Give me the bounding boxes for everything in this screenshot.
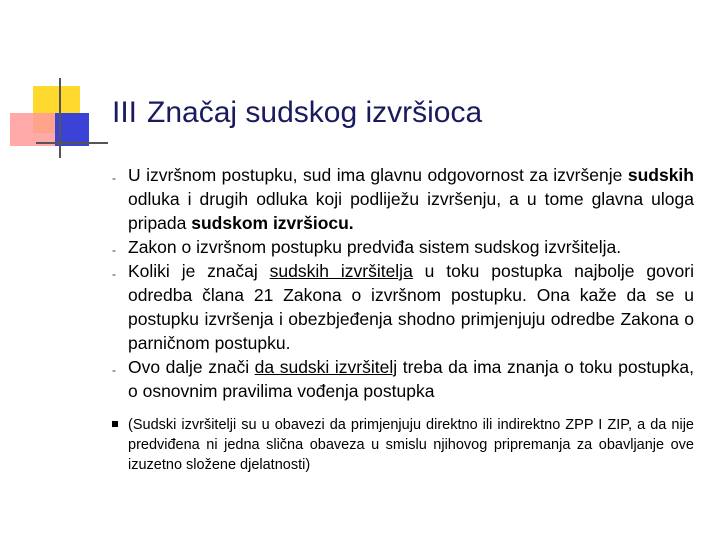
bullet-text <box>128 259 694 355</box>
bullet-text-part: U izvršnom postupku, sud ima glavnu odgovornost za izvršenje <box>128 165 628 185</box>
bullet-text <box>128 355 694 403</box>
bullet-text-part: Koliki je značaj <box>128 261 270 281</box>
slide-title-number: III <box>112 96 138 129</box>
bullet-item <box>112 259 694 355</box>
bullet-list <box>112 163 694 475</box>
bullet-text-part: Zakon o izvršnom postupku predviđa sistem sudskog izvršitelja. <box>128 237 622 257</box>
bullet-text-part: Ovo dalje znači <box>128 357 255 377</box>
bullet-item <box>112 163 694 235</box>
decor-vertical-line <box>59 78 61 158</box>
bullet-dash-marker: - <box>112 171 116 185</box>
slide-title-text: Značaj sudskog izvršioca <box>147 96 483 129</box>
bullet-text-part: sudskih <box>627 165 694 185</box>
bullet-text-part: sudskom izvršiocu. <box>191 213 354 233</box>
decor-horizontal-line <box>36 142 108 144</box>
bullet-text-part: treba da ima znanja o toku postupka, o osnovnim pravilima vođenja postupka <box>128 357 694 401</box>
bullet-text-part: da sudski izvršitelj <box>254 357 398 377</box>
bullet-dash-marker: - <box>112 363 116 377</box>
bullet-text <box>128 163 694 235</box>
slide-title <box>112 96 482 130</box>
bullet-text-part: odluka i drugih odluka koji podliježu izvršenju, a u tome glavna uloga pripada <box>128 189 694 233</box>
bullet-dash-marker: - <box>112 243 116 257</box>
bullet-text-part: u toku postupka najbolje govori odredba člana 21 Zakona o izvršnom postupku. Ona kaže da se u postupku izvršenja i obezbjeđenja shodno primjenjuju odredbe Zakona o parničnom postupku. <box>128 261 694 353</box>
bullet-item <box>112 415 694 475</box>
bullet-text <box>128 415 694 475</box>
bullet-text-part: sudskih izvršitelja <box>269 261 413 281</box>
bullet-square-marker <box>112 421 118 427</box>
bullet-dash-marker: - <box>112 267 116 281</box>
bullet-text <box>128 235 694 259</box>
bullet-item <box>112 235 694 259</box>
bullet-item <box>112 355 694 403</box>
bullet-text-part: (Sudski izvršitelji su u obavezi da primjenjuju direktno ili indirektno ZPP I ZIP, a da nije predviđena ni jedna slična obaveza u smislu njihovog pripremanja za obavljanje ove izuzetno složene djelatnosti) <box>128 417 694 473</box>
